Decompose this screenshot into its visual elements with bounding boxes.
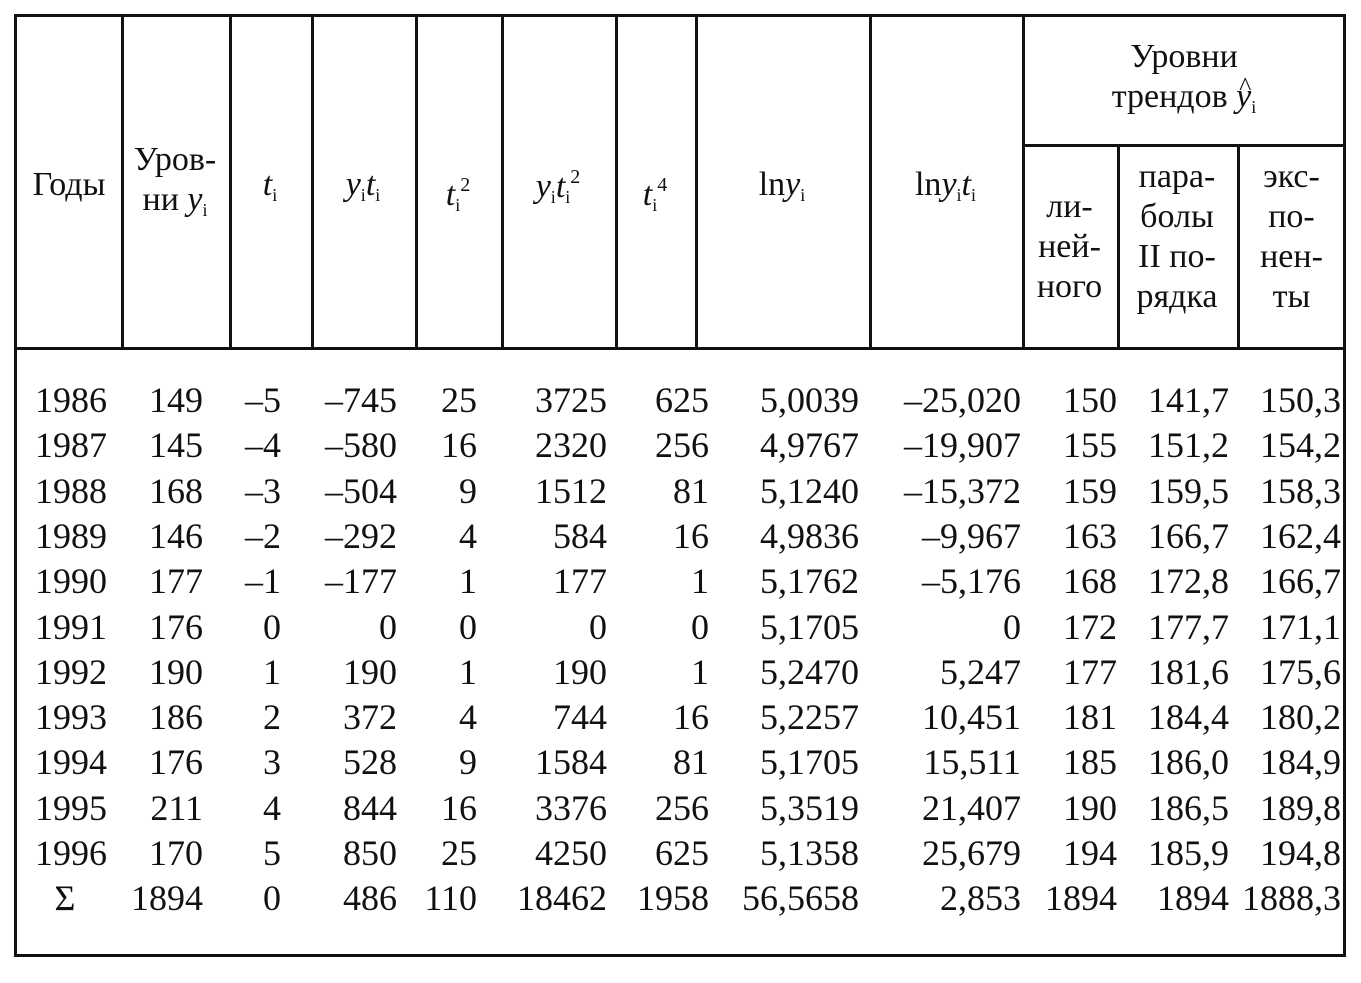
table-cell-parabola: 184,4 [1148, 697, 1229, 738]
table-cell-yt: 0 [379, 606, 397, 647]
table-cell-parabola: 186,0 [1148, 742, 1229, 783]
table-cell-parabola: 185,9 [1148, 833, 1229, 873]
table-cell-level: 168 [149, 470, 203, 511]
header-yt2 [501, 157, 615, 217]
sum-cell-linear: 1894 [1045, 878, 1117, 919]
table-cell-t2: 9 [459, 742, 477, 783]
table-cell-parabola: 172,8 [1148, 561, 1229, 602]
table-cell-year: 1994 [35, 742, 107, 783]
table-cell-yt: 844 [343, 787, 397, 828]
table-cell-year: 1993 [35, 697, 107, 738]
table-cell-t2: 16 [441, 425, 477, 466]
sum-cell-exponent: 1888,3 [1242, 878, 1341, 919]
table-cell-yt2: 584 [553, 515, 607, 556]
table-cell-t: 4 [263, 787, 281, 828]
header-lny [695, 165, 869, 215]
header-lnyt-t: t [961, 166, 971, 203]
table-cell-year: 1989 [35, 515, 107, 556]
table-cell-t4: 1 [691, 651, 709, 692]
table-cell-level: 190 [149, 651, 203, 692]
table-cell-lnyt: 15,511 [923, 742, 1021, 783]
header-lny-sub: i [800, 185, 806, 205]
table-cell-yt2: 177 [553, 561, 607, 602]
table-cell-linear: 155 [1063, 425, 1117, 466]
table-cell-yt: 372 [343, 697, 397, 738]
header-parabola-line4: рядка [1136, 278, 1218, 315]
table-cell-yt: 850 [343, 833, 397, 873]
header-t-sub: i [272, 185, 278, 205]
table-cell-year: 1986 [35, 380, 107, 420]
header-yt-ysub: i [360, 185, 366, 205]
table-cell-level: 149 [149, 380, 203, 420]
table-cell-year: 1988 [35, 470, 107, 511]
statistics-table [14, 14, 1346, 957]
table-cell-yt: –177 [325, 561, 397, 602]
sum-cell-t4: 1958 [637, 878, 709, 919]
table-cell-parabola: 186,5 [1148, 787, 1229, 828]
table-cell-parabola: 166,7 [1148, 515, 1229, 556]
header-trend-var: ^ y [1236, 77, 1251, 117]
table-cell-lny: 5,2470 [760, 651, 859, 692]
header-lnyt-ln: ln [914, 166, 942, 203]
header-trend-sub: i [1251, 97, 1257, 117]
table-cell-lny: 5,2257 [760, 697, 859, 738]
table-cell-parabola: 177,7 [1148, 606, 1229, 647]
table-cell-t: 1 [263, 651, 281, 692]
table-cell-yt2: 2320 [535, 425, 607, 466]
table-cell-t4: 81 [673, 470, 709, 511]
table-cell-lnyt: –25,020 [904, 380, 1021, 420]
table-cell-exponent: 158,3 [1260, 470, 1341, 511]
table-cell-t4: 1 [691, 561, 709, 602]
table-cell-t2: 0 [459, 606, 477, 647]
table-cell-lnyt: 25,679 [922, 833, 1021, 873]
header-exp-line3: нен- [1260, 238, 1323, 275]
header-t2 [415, 165, 501, 225]
table-cell-exponent: 189,8 [1260, 787, 1341, 828]
header-parabola-line2: болы [1140, 198, 1214, 235]
table-cell-t2: 25 [441, 380, 477, 420]
table-cell-lny: 5,3519 [760, 787, 859, 828]
table-cell-yt: –292 [325, 515, 397, 556]
table-cell-exponent: 175,6 [1260, 651, 1341, 692]
header-lnyt-ysub: i [956, 185, 962, 205]
table-cell-linear: 185 [1063, 742, 1117, 783]
table-cell-yt2: 3376 [535, 787, 607, 828]
header-years [17, 165, 121, 205]
table-cell-t4: 625 [655, 380, 709, 420]
table-cell-t2: 4 [459, 697, 477, 738]
table-cell-t: –2 [245, 515, 281, 556]
header-trend-line1: Уровни [1130, 38, 1238, 75]
header-t4-var: t [642, 176, 653, 213]
table-cell-year: 1990 [35, 561, 107, 602]
table-cell-level: 170 [149, 833, 203, 873]
table-cell-lny: 4,9836 [760, 515, 859, 556]
table-cell-t: –1 [245, 561, 281, 602]
sum-cell-year: Σ [54, 878, 76, 919]
table-cell-exponent: 150,3 [1260, 380, 1341, 420]
table-cell-t2: 1 [459, 561, 477, 602]
header-lnyt [869, 165, 1022, 215]
sum-cell-t2: 110 [424, 878, 477, 919]
table-cell-year: 1991 [35, 606, 107, 647]
header-levels-line1: Уров- [133, 141, 217, 178]
table-cell-t4: 81 [673, 742, 709, 783]
table-cell-linear: 190 [1063, 787, 1117, 828]
header-yt-y: y [345, 166, 361, 203]
table-cell-lnyt: –19,907 [904, 425, 1021, 466]
table-cell-exponent: 154,2 [1260, 425, 1341, 466]
table-cell-t: 2 [263, 697, 281, 738]
header-yt-tsub: i [375, 185, 381, 205]
header-trend-line2: трендов [1111, 78, 1228, 115]
table-cell-yt2: 0 [589, 606, 607, 647]
table-cell-level: 186 [149, 697, 203, 738]
table-cell-level: 145 [149, 425, 203, 466]
header-t2-sub: i [455, 195, 461, 215]
table-cell-yt: –504 [325, 470, 397, 511]
table-cell-level: 176 [149, 742, 203, 783]
table-cell-yt: –580 [325, 425, 397, 466]
table-cell-linear: 163 [1063, 515, 1117, 556]
table-cell-yt2: 3725 [535, 380, 607, 420]
table-cell-yt2: 1584 [535, 742, 607, 783]
table-cell-t2: 4 [459, 515, 477, 556]
table-cell-parabola: 159,5 [1148, 470, 1229, 511]
table-cell-yt2: 190 [553, 651, 607, 692]
table-cell-lny: 4,9767 [760, 425, 859, 466]
header-t [229, 165, 311, 215]
table-cell-t4: 256 [655, 787, 709, 828]
header-levels-line2: ни [142, 181, 179, 218]
header-bottom-line [17, 347, 1346, 350]
table-cell-lnyt: 5,247 [940, 651, 1021, 692]
table-cell-lny: 5,1358 [760, 833, 859, 873]
header-exp-line1: экс- [1263, 158, 1320, 195]
table-cell-yt: 528 [343, 742, 397, 783]
table-cell-level: 211 [150, 787, 203, 828]
table-cell-t: 0 [263, 606, 281, 647]
table-cell-t2: 16 [441, 787, 477, 828]
sum-cell-lnyt: 2,853 [940, 878, 1021, 919]
table-cell-exponent: 194,8 [1260, 833, 1341, 873]
table-cell-parabola: 151,2 [1148, 425, 1229, 466]
table-cell-t4: 256 [655, 425, 709, 466]
trend-group-divider [1022, 144, 1346, 147]
table-cell-year: 1996 [35, 833, 107, 873]
table-cell-linear: 177 [1063, 651, 1117, 692]
table-cell-lny: 5,0039 [760, 380, 859, 420]
sum-cell-yt2: 18462 [517, 878, 607, 919]
table-cell-lnyt: –9,967 [922, 515, 1021, 556]
table-cell-yt: 190 [343, 651, 397, 692]
table-cell-linear: 194 [1063, 833, 1117, 873]
header-exponent [1237, 157, 1346, 317]
table-cell-year: 1995 [35, 787, 107, 828]
header-levels-sub: i [202, 200, 208, 220]
table-cell-lny: 5,1705 [760, 606, 859, 647]
header-exp-line4: ты [1272, 278, 1311, 315]
table-cell-t: 3 [263, 742, 281, 783]
table-cell-level: 177 [149, 561, 203, 602]
table-cell-exponent: 166,7 [1260, 561, 1341, 602]
table-cell-level: 176 [149, 606, 203, 647]
table-cell-t4: 625 [655, 833, 709, 873]
table-cell-lnyt: 0 [1003, 606, 1021, 647]
table-cell-yt2: 744 [553, 697, 607, 738]
table-cell-yt2: 4250 [535, 833, 607, 873]
table-cell-t4: 16 [673, 515, 709, 556]
header-parabola-line1: пара- [1138, 158, 1216, 195]
table-cell-parabola: 141,7 [1148, 380, 1229, 420]
table-cell-t2: 1 [459, 651, 477, 692]
header-linear-line1: ли- [1046, 188, 1093, 225]
header-t4-sub: i [652, 195, 658, 215]
table-cell-parabola: 181,6 [1148, 651, 1229, 692]
table-cell-t: 5 [263, 833, 281, 873]
header-yt [311, 165, 415, 215]
header-yt2-sup: 2 [570, 166, 581, 188]
header-parabola-line3: II по- [1138, 238, 1216, 275]
header-lny-ln: ln [758, 166, 786, 203]
table-cell-linear: 159 [1063, 470, 1117, 511]
header-exp-line2: по- [1268, 198, 1315, 235]
header-t2-sup: 2 [460, 174, 471, 196]
header-lnyt-y: y [941, 166, 957, 203]
header-t4 [615, 165, 695, 225]
table-cell-t: –3 [245, 470, 281, 511]
table-cell-linear: 168 [1063, 561, 1117, 602]
header-levels-var: y [187, 181, 203, 218]
header-trend-group [1022, 37, 1346, 127]
table-cell-exponent: 180,2 [1260, 697, 1341, 738]
header-lny-y: y [785, 166, 801, 203]
table-cell-exponent: 184,9 [1260, 742, 1341, 783]
header-lnyt-tsub: i [971, 185, 977, 205]
table-cell-year: 1987 [35, 425, 107, 466]
table-cell-lnyt: 10,451 [922, 697, 1021, 738]
table-cell-linear: 150 [1063, 380, 1117, 420]
table-cell-t4: 0 [691, 606, 709, 647]
header-parabola [1117, 157, 1237, 317]
table-cell-linear: 172 [1063, 606, 1117, 647]
table-cell-yt2: 1512 [535, 470, 607, 511]
header-yt-t: t [365, 166, 376, 203]
table-cell-lnyt: –5,176 [922, 561, 1021, 602]
sum-cell-lny: 56,5658 [742, 878, 859, 919]
table-cell-linear: 181 [1063, 697, 1117, 738]
table-cell-lny: 5,1705 [760, 742, 859, 783]
table-cell-lny: 5,1240 [760, 470, 859, 511]
header-t2-var: t [445, 176, 456, 213]
header-yt2-y: y [535, 168, 551, 205]
table-cell-level: 146 [149, 515, 203, 556]
sum-cell-level: 1894 [131, 878, 203, 919]
sum-cell-yt: 486 [343, 878, 397, 919]
table-cell-lnyt: 21,407 [922, 787, 1021, 828]
header-linear-line3: ного [1036, 268, 1103, 305]
header-yt2-t: t [555, 168, 566, 205]
header-levels [121, 140, 229, 230]
table-cell-t: –5 [245, 380, 281, 420]
table-cell-exponent: 162,4 [1260, 515, 1341, 556]
sum-cell-parabola: 1894 [1157, 878, 1229, 919]
header-linear [1022, 187, 1117, 307]
table-cell-year: 1992 [35, 651, 107, 692]
table-cell-t: –4 [245, 425, 281, 466]
table-cell-lnyt: –15,372 [904, 470, 1021, 511]
table-cell-lny: 5,1762 [760, 561, 859, 602]
table-cell-exponent: 171,1 [1260, 606, 1341, 647]
header-years-label: Годы [32, 166, 106, 203]
table-cell-t4: 16 [673, 697, 709, 738]
header-linear-line2: ней- [1038, 228, 1101, 265]
header-t-var: t [262, 166, 273, 203]
table-cell-t2: 25 [441, 833, 477, 873]
header-yt2-ysub: i [550, 187, 556, 207]
header-yt2-tsub: i [565, 187, 571, 207]
table-cell-t2: 9 [459, 470, 477, 511]
sum-cell-t: 0 [263, 878, 281, 919]
header-t4-sup: 4 [657, 174, 668, 196]
table-cell-yt: –745 [325, 380, 397, 420]
